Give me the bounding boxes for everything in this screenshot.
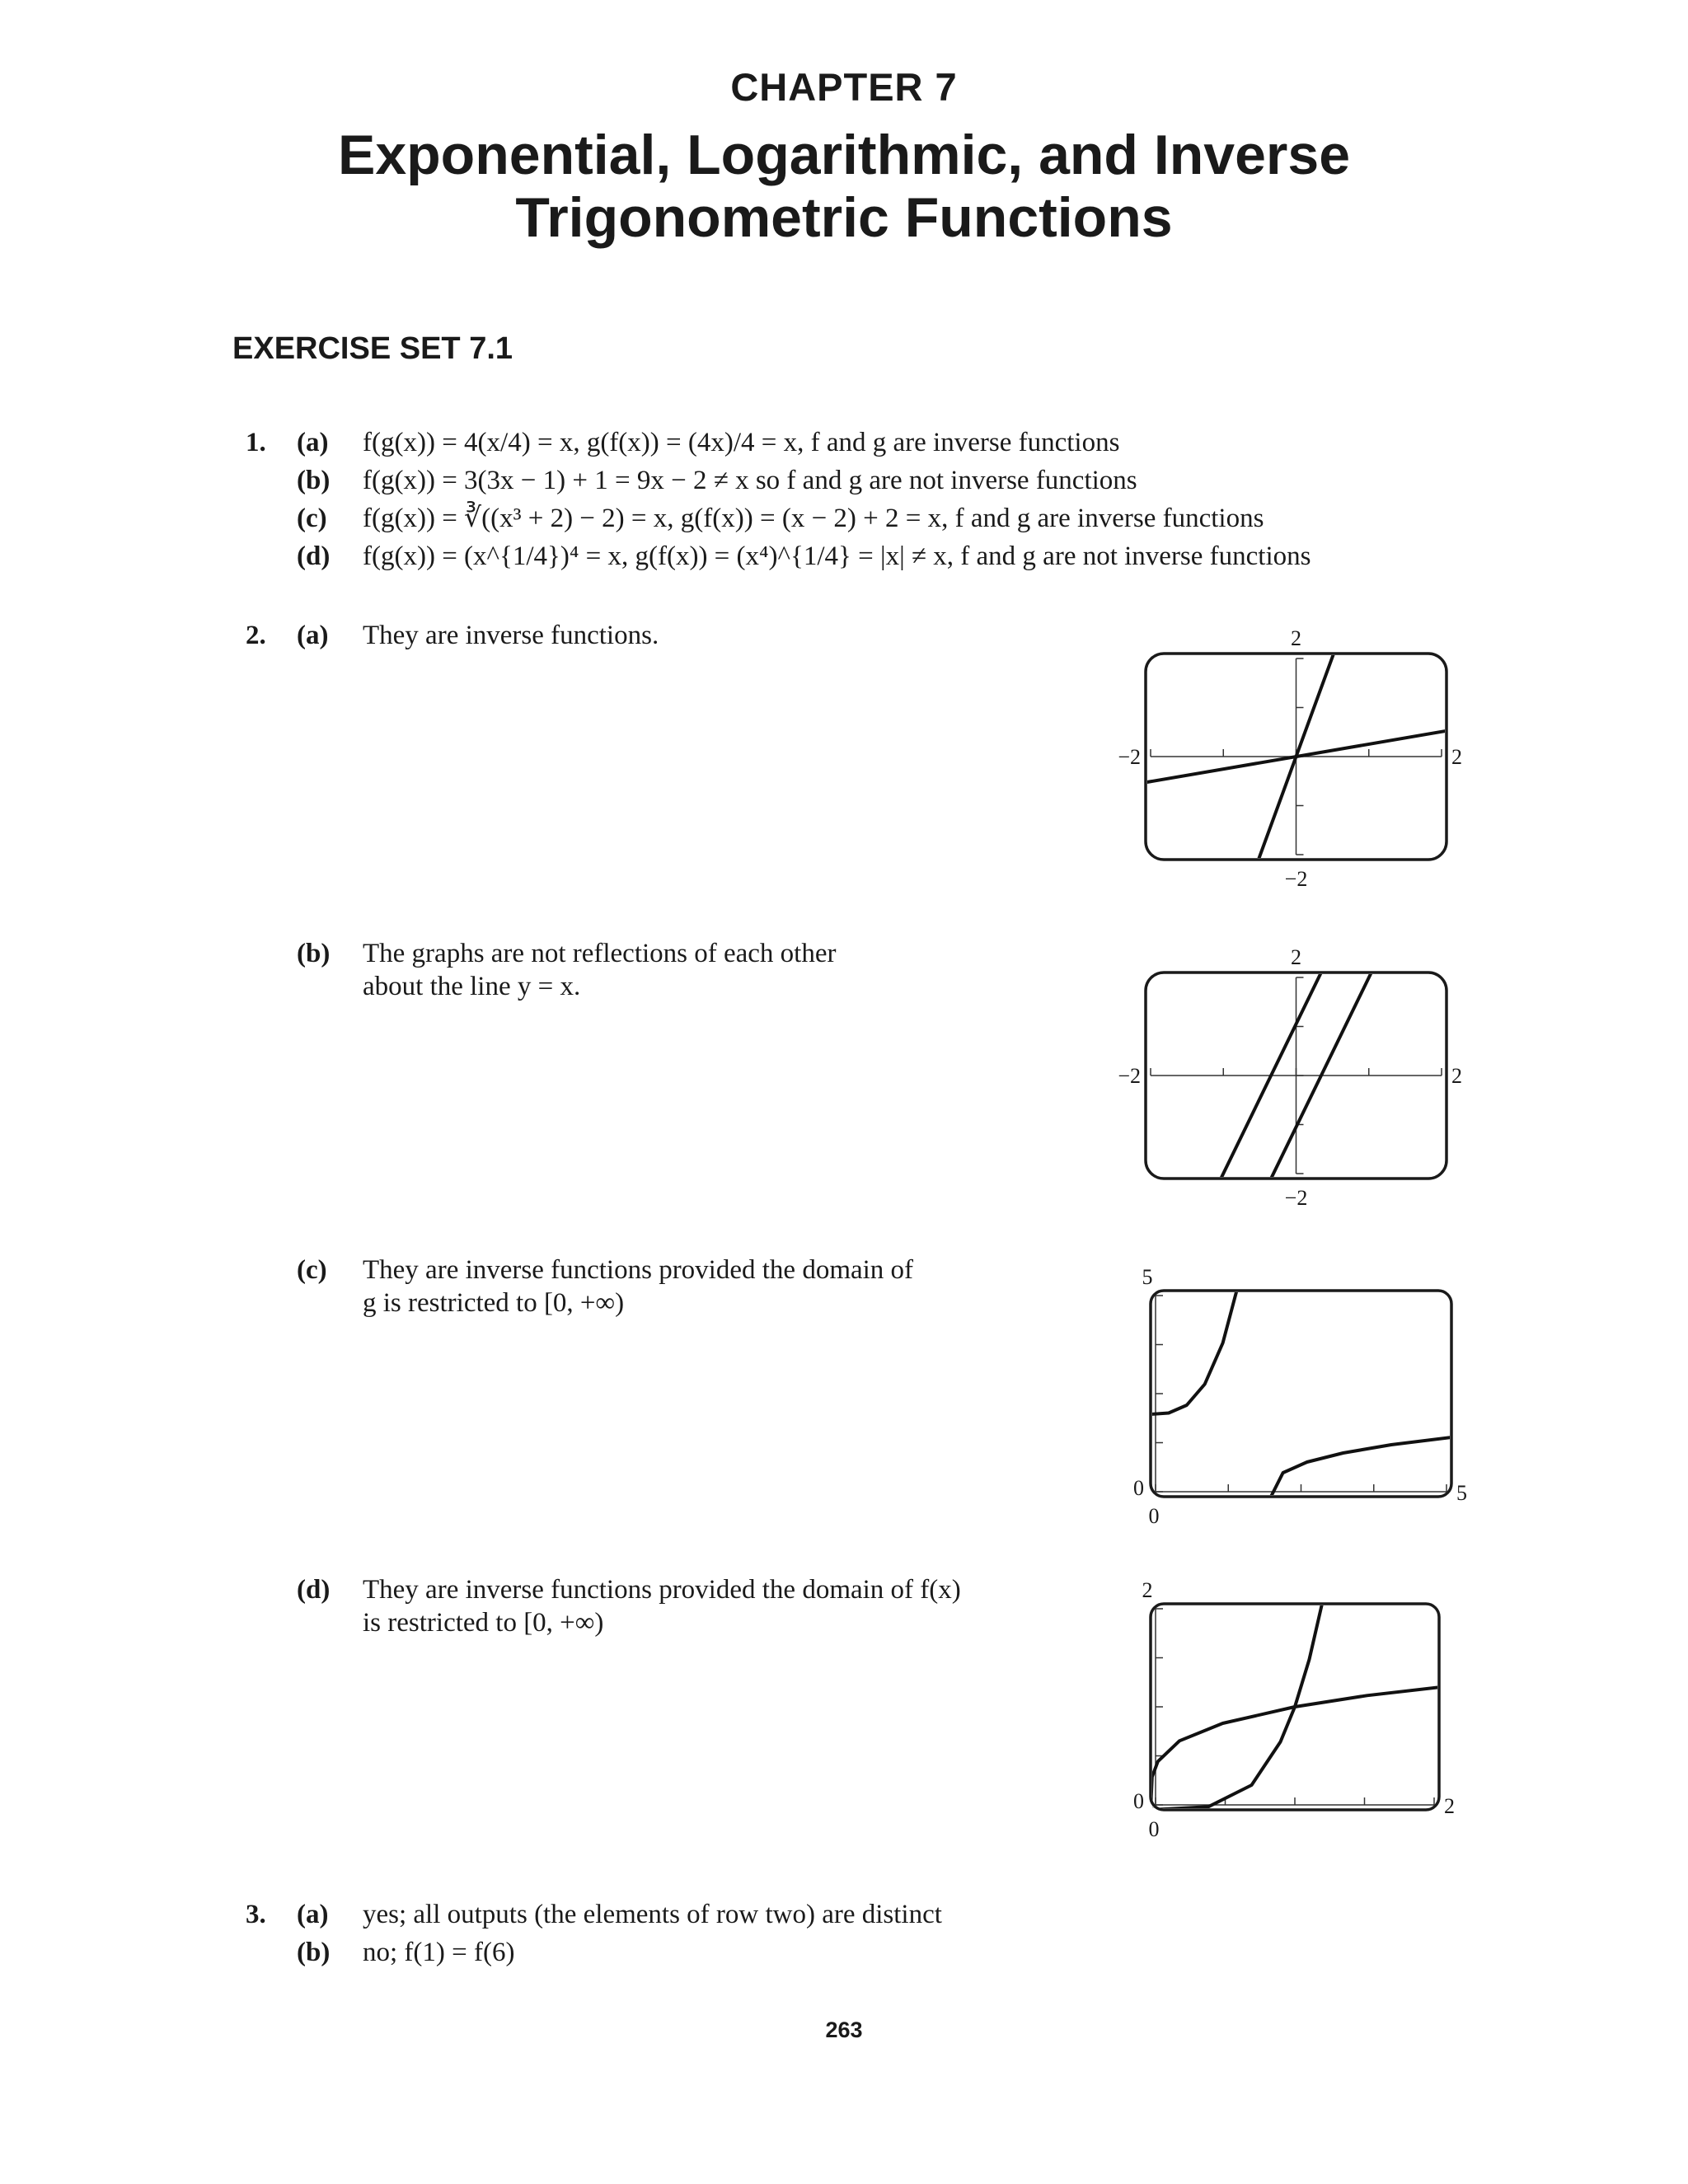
part-text-line-1: They are inverse functions. xyxy=(363,621,659,650)
part-text-line-2: g is restricted to [0, +∞) xyxy=(363,1288,625,1318)
y-max-label: 2 xyxy=(1291,945,1301,969)
part-text: f(g(x)) = 3(3x − 1) + 1 = 9x − 2 ≠ x so f and g are not inverse functions xyxy=(363,466,1137,495)
series-1-curve xyxy=(1151,1275,1241,1414)
part-text-line-1: They are inverse functions provided the domain of f(x) xyxy=(363,1575,961,1605)
x-max-label: 2 xyxy=(1444,1794,1455,1818)
problem-number: 2. xyxy=(246,621,266,650)
part-text: no; f(1) = f(6) xyxy=(363,1938,515,1967)
exercise-set-heading: EXERCISE SET 7.1 xyxy=(232,331,513,366)
x-max-label: 2 xyxy=(1451,745,1462,769)
part-text: f(g(x)) = ∛((x³ + 2) − 2) = x, g(f(x)) = (x − 2) + 2 = x, f and g are inverse functions xyxy=(363,504,1264,533)
part-label: (c) xyxy=(297,504,327,533)
part-text-line-2: about the line y = x. xyxy=(363,972,581,1001)
x-min-label: −2 xyxy=(1118,1064,1141,1088)
x-max-label: 2 xyxy=(1451,1064,1462,1088)
y-max-label: 2 xyxy=(1291,626,1301,650)
part-text-line-1: They are inverse functions provided the domain of xyxy=(363,1255,914,1285)
page-number: 263 xyxy=(825,2018,863,2042)
y-min-label: −2 xyxy=(1284,867,1308,891)
chapter-title xyxy=(0,124,1688,249)
part-text-line-1: The graphs are not reflections of each other xyxy=(363,939,837,968)
series-1-curve xyxy=(1151,1596,1324,1810)
series-2-curve xyxy=(1271,1437,1451,1497)
problem-number: 1. xyxy=(246,428,266,457)
part-text: f(g(x)) = (x^{1/4})⁴ = x, g(f(x)) = (x⁴)^{1/4} = |x| ≠ x, f and g are not inverse functions xyxy=(363,541,1311,571)
series-2-curve xyxy=(1151,1687,1439,1810)
part-label: (d) xyxy=(297,1575,331,1605)
x-min-label: 0 xyxy=(1148,1817,1160,1841)
y-min-label: 0 xyxy=(1133,1789,1144,1813)
chapter-title-line-1: Exponential, Logarithmic, and Inverse xyxy=(337,124,1351,186)
chapter-title-line-2: Trigonometric Functions xyxy=(515,186,1173,249)
x-max-label: 5 xyxy=(1456,1481,1467,1505)
graph-2d xyxy=(1113,1576,1475,1848)
part-label: (b) xyxy=(297,939,331,968)
x-min-label: 0 xyxy=(1148,1504,1160,1528)
graph-2b xyxy=(1104,941,1467,1213)
y-min-label: −2 xyxy=(1284,1186,1308,1210)
y-min-label: 0 xyxy=(1133,1476,1144,1500)
part-label: (d) xyxy=(297,541,331,571)
graph-2a xyxy=(1104,622,1467,894)
part-label: (a) xyxy=(297,428,329,457)
y-max-label: 2 xyxy=(1142,1578,1153,1602)
part-label: (b) xyxy=(297,1938,331,1967)
graph-2c xyxy=(1113,1263,1475,1535)
x-min-label: −2 xyxy=(1118,745,1141,769)
part-text-line-2: is restricted to [0, +∞) xyxy=(363,1608,604,1638)
part-text: f(g(x)) = 4(x/4) = x, g(f(x)) = (4x)/4 = x, f and g are inverse functions xyxy=(363,428,1120,457)
chapter-heading: CHAPTER 7 xyxy=(730,65,958,109)
y-max-label: 5 xyxy=(1142,1265,1153,1289)
part-text: yes; all outputs (the elements of row two) are distinct xyxy=(363,1900,942,1929)
part-label: (a) xyxy=(297,621,329,650)
problem-number: 3. xyxy=(246,1900,266,1929)
part-label: (c) xyxy=(297,1255,327,1285)
part-label: (a) xyxy=(297,1900,329,1929)
part-label: (b) xyxy=(297,466,331,495)
